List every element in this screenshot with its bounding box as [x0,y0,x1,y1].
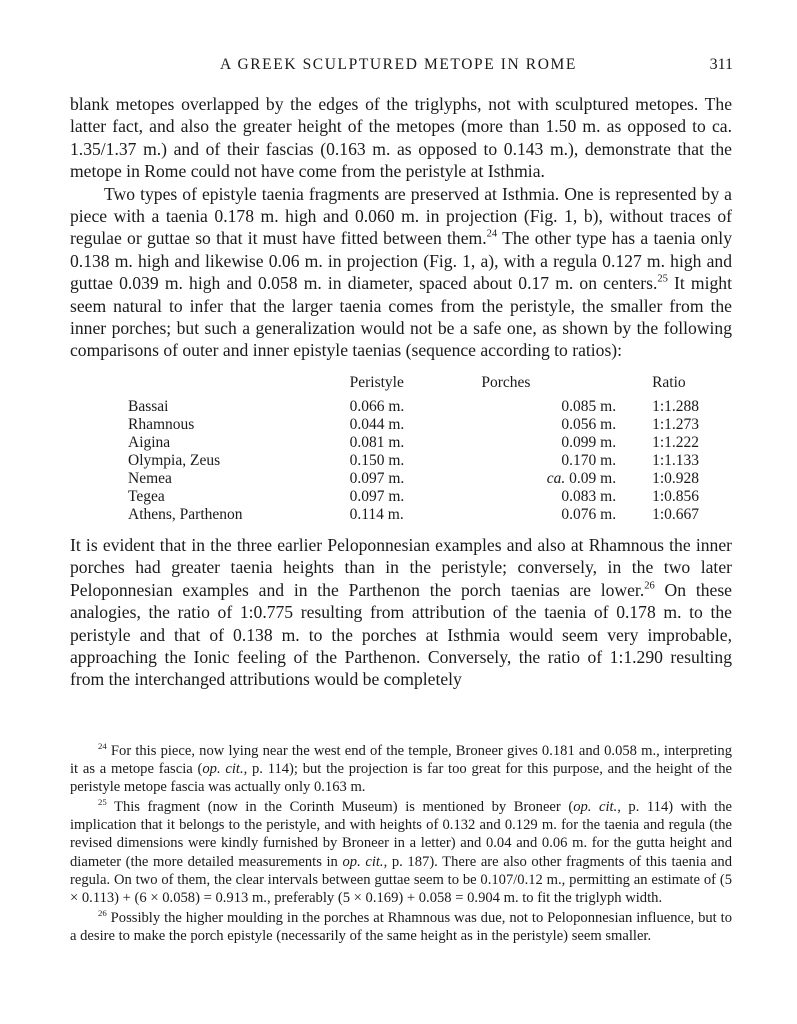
page-number: 311 [709,56,733,73]
footnote-text: This fragment (now in the Corinth Museum) is mentioned by Broneer ( [106,799,574,816]
ratio-cell: 1:1.288 [652,397,700,415]
ratio-cell: 1:0.856 [652,487,700,505]
site-cell: Athens, Parthenon [128,505,243,523]
header-peristyle: Peristyle [349,373,404,391]
peristyle-cell: 0.114 m. [349,505,404,523]
citation: op. cit. [342,853,384,870]
peristyle-cell: 0.044 m. [349,415,405,433]
ratio-cell: 1:0.667 [652,505,700,523]
porches-cell: 0.099 m. [561,433,617,451]
ratio-cell: 1:1.273 [652,415,700,433]
site-cell: Nemea [128,469,172,487]
paragraph-3-text-a: It is evident that in the three earlier Peloponnesian examples and also at Rhamnous the inner porches had greater taenia heights than in the peristyle; conversely, in the two later Peloponnesian examples and in the Parthenon the porch taenias are lower. [70,534,732,600]
peristyle-cell: 0.150 m. [349,451,405,469]
peristyle-cell: 0.081 m. [349,433,405,451]
site-cell: Olympia, Zeus [128,451,221,469]
citation: op. cit. [573,799,618,816]
footnote-26 [70,909,732,945]
footnote-text: For this piece, now lying near the west end of the temple, Broneer gives 0.181 and 0.058 m., interpreting it as a metope fascia ( [70,743,732,778]
site-cell: Tegea [128,487,165,505]
footnote-text: , p. 187). There are also other fragments of this taenia and regula. On two of them, the clear intervals between guttae seem to be 0.107/0.12 m., permitting an estimate of (5 × 0.113) + (6 × 0.058) = 0.913 m., preferably (5 × 0.169) + 0.058 = 0.904 m. to fit the triglyph width. [70,853,732,906]
table-row [128,488,732,506]
paragraph-3-text-b: On these analogies, the ratio of 1:0.775 resulting from attribution of the taenia of 0.178 m. to the peristyle and that of 0.138 m. to the porches at Isthmia would seem very improbable, approaching the Ionic feeling of the Parthenon. Conversely, the ratio of 1:1.290 resulting from the interchanged attributions would be completely [70,579,732,690]
porches-cell: 0.083 m. [561,487,617,505]
footnote-number: 25 [98,797,107,808]
footnote-number: 24 [98,740,107,751]
taenia-ratio-table [128,374,732,524]
footnote-24 [70,742,732,796]
table-row [128,452,732,470]
footnote-ref-24: 24 [486,229,498,241]
footnotes [70,742,732,947]
table-row [128,470,732,488]
ratio-cell: 1:1.222 [652,433,700,451]
site-cell: Bassai [128,397,169,415]
porches-cell [481,470,652,488]
table-row [128,434,732,452]
peristyle-cell: 0.097 m. [349,487,405,505]
footnote-ref-26: 26 [644,580,655,592]
peristyle-cell: 0.066 m. [349,397,405,415]
footnote-text: Possibly the higher moulding in the porches at Rhamnous was due, not to Peloponnesian influence, but to a desire to make the porch epistyle (necessarily of the same height as in the peristyle) seem smaller. [70,909,732,944]
porches-cell: 0.056 m. [561,415,617,433]
main-text [70,93,732,691]
header-site [128,374,350,398]
footnote-ref-25: 25 [657,273,668,285]
porches-cell: 0.085 m. [561,397,617,415]
table-row [128,506,732,524]
paragraph-3 [70,534,732,691]
footnote-number: 26 [98,907,107,918]
table-row [128,416,732,434]
peristyle-cell: 0.097 m. [349,469,405,487]
header-ratio: Ratio [652,373,686,391]
footnote-25 [70,798,732,907]
paragraph-2-text-c: It might seem natural to infer that the larger taenia comes from the peristyle, the smaller from the inner porches; but such a generalization would not be a safe one, as shown by the following comparisons of outer and inner epistyle taenias (sequence according to ratios): [70,273,732,361]
site-cell: Rhamnous [128,415,195,433]
circa-abbrev: ca. [546,469,566,487]
porches-cell: 0.170 m. [561,451,617,469]
ratio-cell: 1:0.928 [652,469,700,487]
running-title: A GREEK SCULPTURED METOPE IN ROME [220,56,577,73]
running-head [0,52,797,78]
paragraph-2-text-b: The other type has a taenia only 0.138 m. high and likewise 0.06 m. in projection (Fig. 1, a), with a regula 0.127 m. high and guttae 0.039 m. high and 0.058 m. in diameter, spaced about 0.17 m. on centers. [70,228,732,294]
footnote-text: , p. 114) with the implication that it belongs to the peristyle, and with heights of 0.132 and 0.129 m. for the taenia and regula (the revised dimensions were kindly furnished by Broneer in a letter) and 0.04 and 0.06 m. for the gutta height and diameter (the more detailed measurements in [70,799,732,870]
ratio-cell: 1:1.133 [652,451,700,469]
citation: op. cit. [202,761,244,778]
porches-value: 0.09 m. [569,469,617,487]
header-porches: Porches [481,373,531,391]
site-cell: Aigina [128,433,171,451]
paragraph-2 [70,183,732,362]
table-row [128,398,732,416]
table-header-row [128,374,732,398]
paragraph-2-text-a: Two types of epistyle taenia fragments are preserved at Isthmia. One is represented by a piece with a taenia 0.178 m. high and 0.060 m. in projection (Fig. 1, b), without traces of regulae or guttae so that it must have fitted between them. [70,183,732,249]
porches-cell: 0.076 m. [561,505,617,523]
paragraph-1: blank metopes overlapped by the edges of the triglyphs, not with sculptured metopes. The latter fact, and also the greater height of the metopes (more than 1.50 m. as opposed to ca. 1.35/1.37 m.) and of their fascias (0.163 m. as opposed to 0.143 m.), demonstrate that the metope in Rome could not have come from the peristyle at Isthmia. [70,94,732,182]
footnote-text: , p. 114); but the projection is far too great for this purpose, and the height of the peristyle metope fascia was actually only 0.163 m. [70,761,732,796]
